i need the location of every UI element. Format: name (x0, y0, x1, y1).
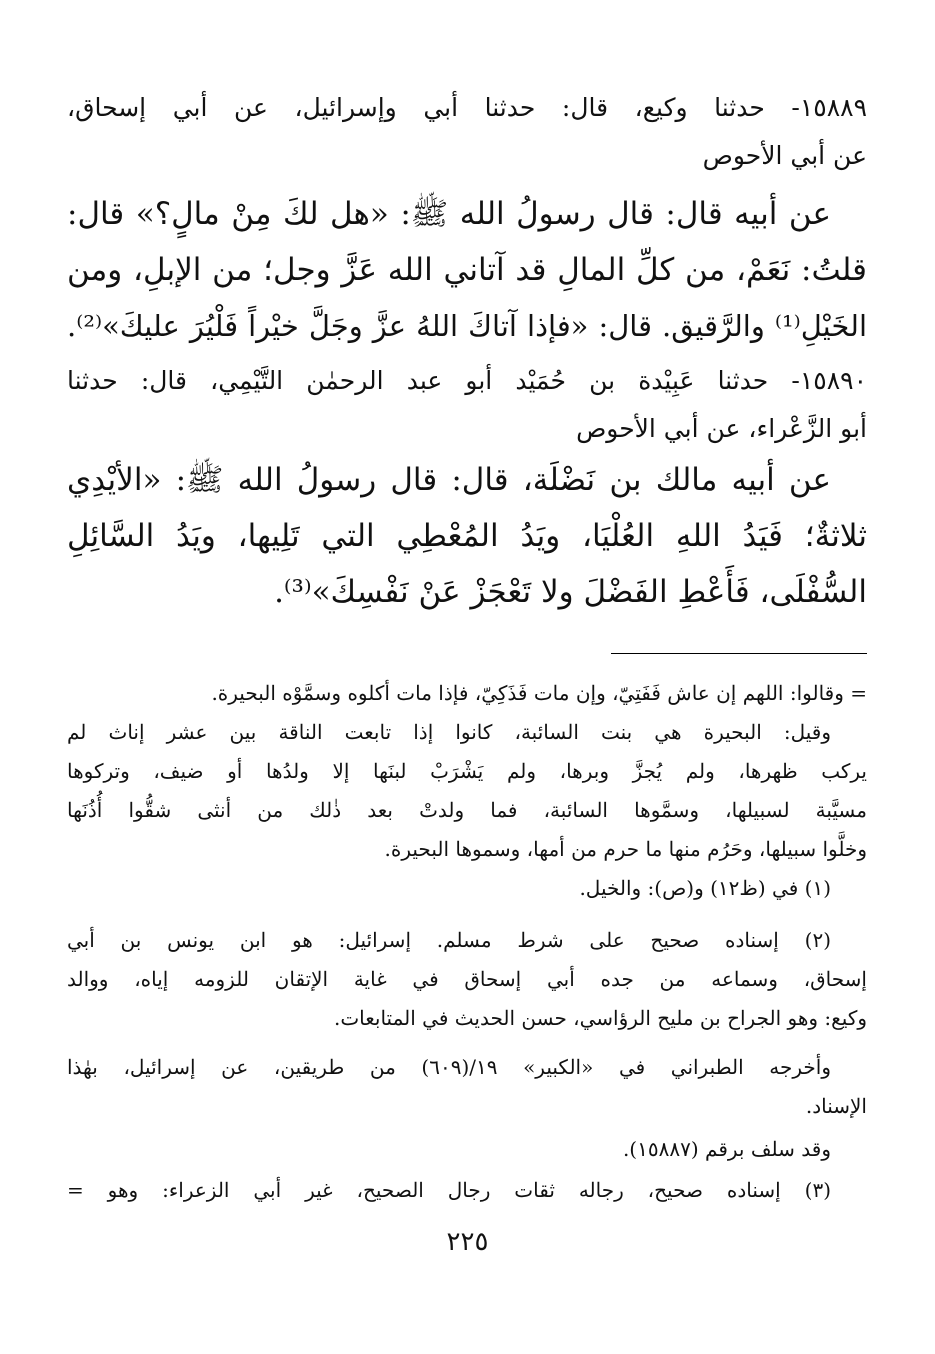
footnote-2-takhrij (67, 1048, 867, 1126)
text-line: = وقالوا: اللهم إن عاش فَفَتِيّ، وإن مات فَذَكِيّ، فإذا مات أكلوه وسمَّوْه البحيرة. (211, 681, 867, 705)
text-line: ثلاثةٌ؛ فَيَدُ اللهِ العُلْيَا، ويَدُ المُعْطِي التي تَلِيها، ويَدُ السَّائِلِ (67, 518, 867, 554)
hadith-15889-header (67, 84, 867, 180)
text-line: وقد سلف برقم (١٥٨٨٧). (622, 1137, 831, 1161)
footnote-bahira (67, 713, 867, 869)
text-line: عن أبيه قال: قال رسولُ الله ﷺ: «هل لكَ مِنْ مالٍ؟» قال: (67, 196, 831, 232)
text-line: أبو الزَّعْراء، عن أبي الأحوص (576, 414, 867, 443)
footnote-2-salaf (67, 1130, 867, 1169)
page-number: ٢٢٥ (446, 1227, 489, 1257)
footnote-1 (67, 869, 867, 908)
text-line: عن أبيه مالك بن نَضْلَة، قال: قال رسولُ الله ﷺ: «الأيْدِي (67, 462, 831, 498)
footnote-continuation (67, 674, 867, 713)
text-line: السُّفْلَى، فَأَعْطِ الفَضْلَ ولا تَعْجَزْ عَنْ نَفْسِكَ»⁽³⁾. (274, 574, 867, 610)
hadith-15890-header (67, 357, 867, 453)
text-line: وقيل: البحيرة هي بنت السائبة، كانوا إذا تابعت الناقة بين عشر إناث لم (67, 720, 831, 744)
text-line: (٣) إسناده صحيح، رجاله ثقات رجال الصحيح، غير أبي الزعراء: وهو = (67, 1178, 831, 1202)
hadith-15889-body (67, 186, 867, 354)
text-line: (١) في (ظ١٢) و(ص): والخيل. (579, 876, 831, 900)
text-line: قلتُ: نَعَمْ، من كلِّ المالِ قد آتاني الله عَزَّ وجل؛ من الإبلِ، ومن (67, 252, 867, 288)
text-line: إسحاق، وسماعه من جده أبي إسحاق في غاية الإتقان للزومه إياه، ووالد (67, 967, 867, 991)
footnote-separator (611, 653, 867, 654)
text-line: ١٥٨٨٩- حدثنا وكيع، قال: حدثنا أبي وإسرائيل، عن أبي إسحاق، (67, 93, 867, 122)
text-line: وخلَّوا سبيلها، وحَرُم منها ما حرم من أمها، وسموها البحيرة. (384, 837, 867, 861)
footnote-2 (67, 921, 867, 1038)
text-line: يركب ظهرها، ولم يُجزَّ وبرها، ولم يَشْرَبْ لبنَها إلا ولدُها أو ضيف، وتركوها (67, 759, 867, 783)
text-line: الخَيْلِ⁽¹⁾ والرَّقيق. قال: «فإذا آتاكَ اللهُ عزَّ وجَلَّ خيْراً فَلْيُرَ عليكَ»⁽²⁾. (67, 309, 867, 343)
text-line: وأخرجه الطبراني في «الكبير» ١٩/(٦٠٩) من طريقين، عن إسرائيل، بهٰذا (67, 1055, 831, 1079)
text-line: مسيَّبة لسبيلها، وسمَّوها السائبة، فما ولدتْ بعد ذٰلك من أنثى شقُّوا أُذُنَها (67, 798, 867, 822)
text-line: وكيع: وهو الجراح بن مليح الرؤاسي، حسن الحديث في المتابعات. (333, 1006, 867, 1030)
hadith-15890-body (67, 452, 867, 620)
text-line: عن أبي الأحوص (702, 141, 867, 170)
text-line: (٢) إسناده صحيح على شرط مسلم. إسرائيل: هو ابن يونس بن أبي (67, 928, 831, 952)
text-line: الإسناد. (805, 1094, 867, 1118)
footnote-3 (67, 1171, 867, 1210)
text-line: ١٥٨٩٠- حدثنا عَبِيْدة بن حُمَيْد أبو عبد الرحمٰن التَّيْمِي، قال: حدثنا (67, 366, 867, 395)
